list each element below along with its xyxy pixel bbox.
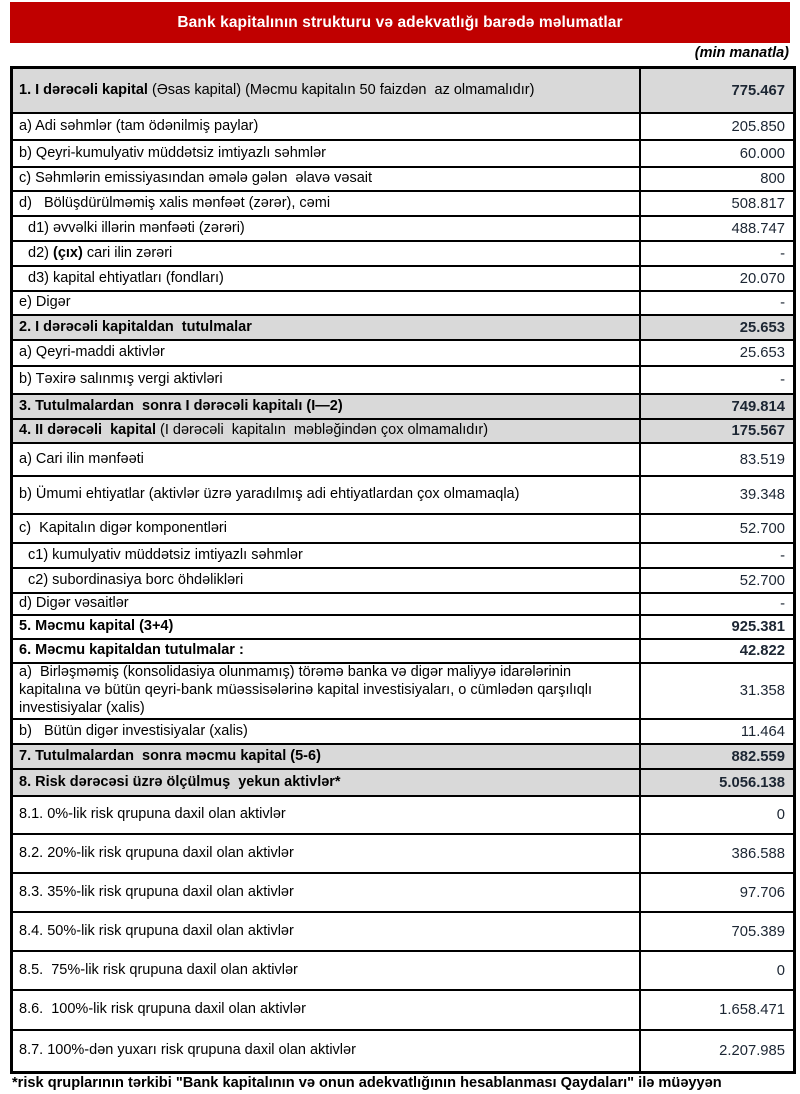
row-value: 0 <box>776 807 785 823</box>
row-label <box>13 69 641 112</box>
row-label <box>13 913 641 950</box>
table-row <box>13 874 793 913</box>
table-row <box>13 192 793 217</box>
label-text: 7. Tutulmalardan sonra məcmu kapital (5-6) <box>19 747 321 764</box>
label-text: d3) kapital ehtiyatları (fondları) <box>28 269 224 286</box>
row-value: 39.348 <box>739 487 785 503</box>
label-text: b) Bütün digər investisiyalar (xalis) <box>19 722 248 739</box>
table-row <box>13 544 793 569</box>
label-text: 8. Risk dərəcəsi üzrə ölçülmuş yekun aktivlər* <box>19 773 341 790</box>
table-row <box>13 720 793 745</box>
row-value: 25.653 <box>739 345 785 361</box>
row-label <box>13 341 641 365</box>
table-row <box>13 444 793 477</box>
table-row <box>13 477 793 515</box>
row-value: 25.653 <box>739 319 785 336</box>
label-text: cari ilin zərəri <box>82 244 173 261</box>
row-label <box>13 1031 641 1071</box>
label-text: c) Səhmlərin emissiyasından əmələ gələn əlavə vəsait <box>19 170 373 187</box>
row-label <box>13 720 641 743</box>
table-row <box>13 616 793 640</box>
label-text: c) Kapitalın digər komponentləri <box>19 519 227 536</box>
row-label <box>13 168 641 190</box>
label-text: c2) subordinasiya borc öhdəlikləri <box>28 571 244 588</box>
table-row <box>13 991 793 1031</box>
row-value: 800 <box>760 171 785 187</box>
row-value: 0 <box>776 962 785 979</box>
row-label <box>13 114 641 139</box>
label-text: 8.5. 75%-lik risk qrupuna daxil olan aktivlər <box>19 961 298 978</box>
label-text: d) Bölüşdürülməmiş xalis mənfəət (zərər), cəmi <box>19 194 331 211</box>
row-value: 1.658.471 <box>719 1002 785 1018</box>
label-text: d) Digər vəsaitlər <box>19 595 129 612</box>
label-text: a) Cari ilin mənfəəti <box>19 450 144 467</box>
row-value: 60.000 <box>739 145 785 162</box>
row-label <box>13 640 641 662</box>
row-value: - <box>780 245 785 262</box>
label-text: 3. Tutulmalardan sonra I dərəcəli kapitalı (I—2) <box>19 397 343 414</box>
row-value: - <box>780 372 785 388</box>
table-row <box>13 395 793 420</box>
row-value: 52.700 <box>739 572 785 589</box>
table-row <box>13 367 793 395</box>
row-value: 508.817 <box>731 195 785 212</box>
row-label <box>13 141 641 166</box>
row-label <box>13 316 641 339</box>
table-row <box>13 640 793 664</box>
label-text: a) Adi səhmlər (tam ödənilmiş paylar) <box>19 117 259 134</box>
row-value: 83.519 <box>739 451 785 468</box>
row-value: 175.567 <box>731 423 785 439</box>
footnote-risk-groups: *risk qruplarının tərkibi "Bank kapitalının və onun adekvatlığının hesablanması Qaydaları" ilə müəyyən <box>12 1075 722 1091</box>
row-label <box>13 367 641 393</box>
label-text: d2) <box>28 244 53 261</box>
unit-note: (min manatla) <box>694 45 789 61</box>
row-label <box>13 444 641 475</box>
table-row <box>13 797 793 835</box>
row-value: 386.588 <box>731 845 785 862</box>
row-label <box>13 217 641 240</box>
table-row <box>13 952 793 991</box>
row-label <box>13 544 641 567</box>
label-text: b) Ümumi ehtiyatlar (aktivlər üzrə yaradılmış adi ehtiyatlardan çox olmamaqla) <box>19 486 520 503</box>
table-row <box>13 770 793 797</box>
label-text: (çıx) <box>53 244 83 261</box>
row-value: 882.559 <box>731 748 785 765</box>
label-text: 8.1. 0%-lik risk qrupuna daxil olan aktivlər <box>19 806 286 823</box>
label-text: 8.2. 20%-lik risk qrupuna daxil olan aktivlər <box>19 844 294 861</box>
table-row <box>13 267 793 292</box>
table-row <box>13 168 793 192</box>
row-label <box>13 874 641 911</box>
report-title-banner <box>10 2 790 43</box>
table-row <box>13 745 793 770</box>
label-text: e) Digər <box>19 294 71 311</box>
label-text: 8.3. 35%-lik risk qrupuna daxil olan aktivlər <box>19 883 294 900</box>
row-value: 705.389 <box>731 923 785 940</box>
row-label <box>13 835 641 872</box>
table-row <box>13 242 793 267</box>
row-label <box>13 991 641 1029</box>
table-row <box>13 913 793 952</box>
row-label <box>13 616 641 638</box>
row-label <box>13 515 641 542</box>
table-row <box>13 341 793 367</box>
row-label <box>13 395 641 418</box>
row-label <box>13 770 641 795</box>
table-row <box>13 835 793 874</box>
table-row <box>13 594 793 616</box>
table-row <box>13 316 793 341</box>
label-text: b) Təxirə salınmış vergi aktivləri <box>19 371 223 388</box>
row-value: 5.056.138 <box>719 774 785 791</box>
row-label <box>13 267 641 290</box>
row-value: 205.850 <box>731 118 785 135</box>
table-row <box>13 292 793 316</box>
label-text: b) Qeyri-kumulyativ müddətsiz imtiyazlı səhmlər <box>19 144 326 161</box>
row-label <box>13 745 641 768</box>
label-text: 1. I dərəcəli kapital <box>19 81 152 98</box>
row-label <box>13 952 641 989</box>
label-text: 6. Məcmu kapitaldan tutulmalar : <box>19 642 244 659</box>
table-row <box>13 1031 793 1071</box>
row-value: - <box>780 596 785 612</box>
row-label <box>13 420 641 442</box>
label-text: (Əsas kapital) (Məcmu kapitalın 50 faizdən az olmamalıdır) <box>152 81 535 98</box>
label-text: d1) əvvəlki illərin mənfəəti (zərəri) <box>28 219 245 236</box>
table-row <box>13 420 793 444</box>
row-value: 31.358 <box>739 683 785 699</box>
row-label <box>13 292 641 314</box>
label-text: 8.6. 100%-lik risk qrupuna daxil olan aktivlər <box>19 1001 306 1018</box>
row-value: - <box>780 547 785 564</box>
row-value: - <box>780 295 785 311</box>
table-row <box>13 515 793 544</box>
row-value: 925.381 <box>731 619 785 635</box>
table-row <box>13 141 793 168</box>
label-text: a) Birləşməmiş (konsolidasiya olunmamış) törəmə banka və digər maliyyə idarələrinin kapitalına və bütün qeyri-bank müəssisələrinə kapital investisiyaları, o cümlədən qarşılıqlı investisiyalar (xalis) <box>19 664 597 716</box>
table-row <box>13 664 793 720</box>
table-row <box>13 217 793 242</box>
row-label <box>13 477 641 513</box>
row-value: 2.207.985 <box>719 1043 785 1059</box>
table-row <box>13 114 793 141</box>
row-value: 775.467 <box>731 82 785 99</box>
label-text: 8.4. 50%-lik risk qrupuna daxil olan aktivlər <box>19 922 294 939</box>
row-value: 20.070 <box>739 270 785 287</box>
table-row <box>13 569 793 594</box>
label-text: (I dərəcəli kapitalın məbləğindən çox olmamalıdır) <box>160 422 489 439</box>
row-label <box>13 664 641 718</box>
row-value: 97.706 <box>739 884 785 901</box>
row-value: 11.464 <box>740 723 785 740</box>
row-label <box>13 242 641 265</box>
label-text: 5. Məcmu kapital (3+4) <box>19 618 174 635</box>
label-text: a) Qeyri-maddi aktivlər <box>19 344 165 361</box>
row-value: 749.814 <box>731 398 785 415</box>
capital-table <box>10 66 796 1074</box>
row-label <box>13 594 641 614</box>
row-label <box>13 797 641 833</box>
label-text: 8.7. 100%-dən yuxarı risk qrupuna daxil olan aktivlər <box>19 1042 356 1059</box>
page-title: Bank kapitalının strukturu və adekvatlığı barədə məlumatlar <box>177 13 623 31</box>
row-value: 52.700 <box>739 520 785 537</box>
label-text: c1) kumulyativ müddətsiz imtiyazlı səhmlər <box>28 546 303 563</box>
row-value: 42.822 <box>739 643 785 659</box>
label-text: 4. II dərəcəli kapital <box>19 422 161 439</box>
row-label <box>13 192 641 215</box>
row-value: 488.747 <box>731 220 785 237</box>
label-text: 2. I dərəcəli kapitaldan tutulmalar <box>19 318 252 335</box>
row-label <box>13 569 641 592</box>
table-row <box>13 69 793 114</box>
